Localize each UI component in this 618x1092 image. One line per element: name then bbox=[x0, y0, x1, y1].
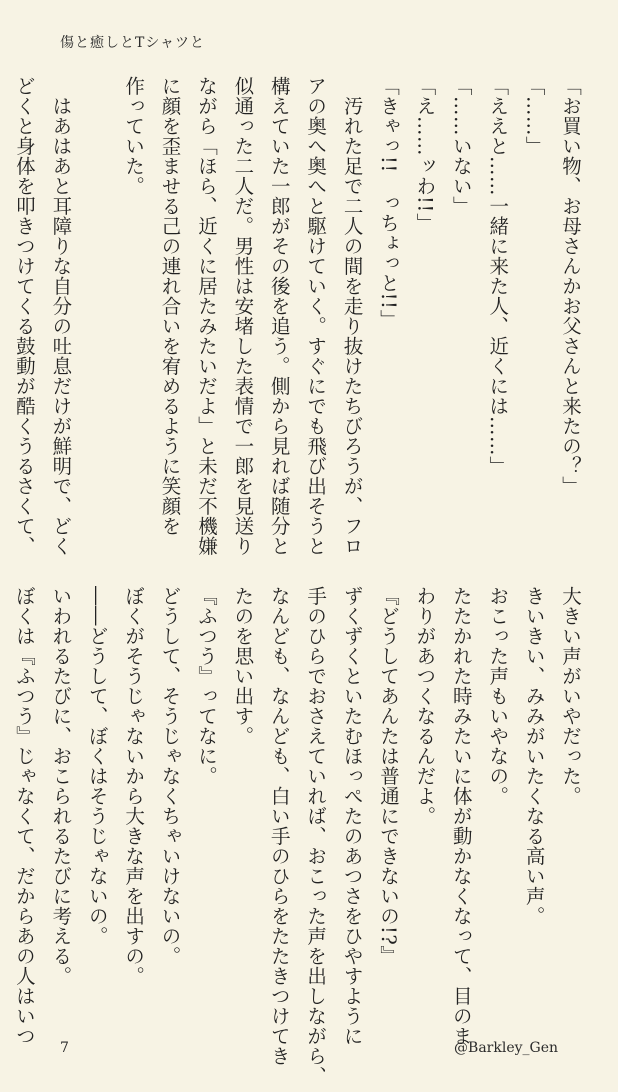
text-line: ――どうして、ぼくはそうじゃないの。 bbox=[85, 586, 109, 946]
text-line: 「ええと……一緒に来た人、近くには……」 bbox=[486, 76, 510, 476]
text-line: はあはあと耳障りな自分の吐息だけが鮮明で、どく bbox=[49, 76, 73, 556]
text-line: おこった声もいやなの。 bbox=[486, 586, 510, 806]
text-line: わりがあつくなるんだよ。 bbox=[413, 586, 437, 826]
text-line: ぼくは『ふつう』じゃなくて、だからあの人はいつ bbox=[12, 586, 36, 1046]
text-line: に顔を歪ませる己の連れ合いを宥めるように笑顔を bbox=[158, 76, 182, 536]
text-line: 「え……ッわ!!」 bbox=[413, 76, 437, 233]
blank-line bbox=[78, 76, 114, 556]
text-line: なんども、なんども、白い手のひらをたたきつけてき bbox=[267, 586, 291, 1066]
text-line bbox=[0, 586, 6, 1016]
page-number: 7 bbox=[60, 1040, 69, 1056]
text-line bbox=[0, 76, 6, 556]
text-line: いわれるたびに、おこられるたびに考える。 bbox=[49, 586, 73, 986]
text-line: たのを思い出す。 bbox=[231, 586, 255, 746]
text-line: 作っていた。 bbox=[122, 76, 146, 196]
top-text-block bbox=[12, 76, 588, 556]
text-line: きいきい、みみがいたくなる高い声。 bbox=[522, 586, 546, 926]
text-line: 汚れた足で二人の間を走り抜けたちびろうが、フロ bbox=[340, 76, 364, 556]
text-line: 似通った二人だ。男性は安堵した表情で一郎を見送り bbox=[231, 76, 255, 556]
text-line: ながら「ほら、近くに居たみたいだよ」と未だ不機嫌 bbox=[194, 76, 218, 556]
text-line: どくと身体を叩きつけてくる鼓動が酷くうるさくて、 bbox=[12, 76, 36, 556]
chapter-title: 傷と癒しとTシャツと bbox=[60, 35, 206, 51]
author-handle: @Barkley_Gen bbox=[454, 1040, 558, 1056]
text-line: アの奥へ奥へと駆けていく。すぐにでも飛び出そうと bbox=[304, 76, 328, 556]
text-line: 手のひらでおさえていれば、おこった声を出しながら、 bbox=[304, 586, 328, 1086]
text-line: ずくずくといたむほっぺたのあつさをひやすように bbox=[340, 586, 364, 1046]
text-line: たたかれた時みたいに体が動かなくなって、目のま bbox=[449, 586, 473, 1046]
text-line: 「……」 bbox=[522, 76, 546, 156]
text-line: 構えていた一郎がその後を追う。側から見れば随分と bbox=[267, 76, 291, 556]
text-line: 大きい声がいやだった。 bbox=[559, 586, 582, 806]
text-line: 「きゃっ!! っちょっと!!」 bbox=[376, 76, 400, 330]
text-line: 『どうしてあんたは普通にできないの!?』 bbox=[376, 586, 400, 966]
text-line: どうして、そうじゃなくちゃいけないの。 bbox=[158, 586, 182, 966]
text-line: 『ふつう』ってなに。 bbox=[194, 586, 218, 786]
text-line: 「お買い物、お母さんかお父さんと来たの？」 bbox=[559, 76, 582, 496]
text-line: 「……いない」 bbox=[449, 76, 473, 216]
text-line: ぼくがそうじゃないから大きな声を出すの。 bbox=[122, 586, 146, 986]
